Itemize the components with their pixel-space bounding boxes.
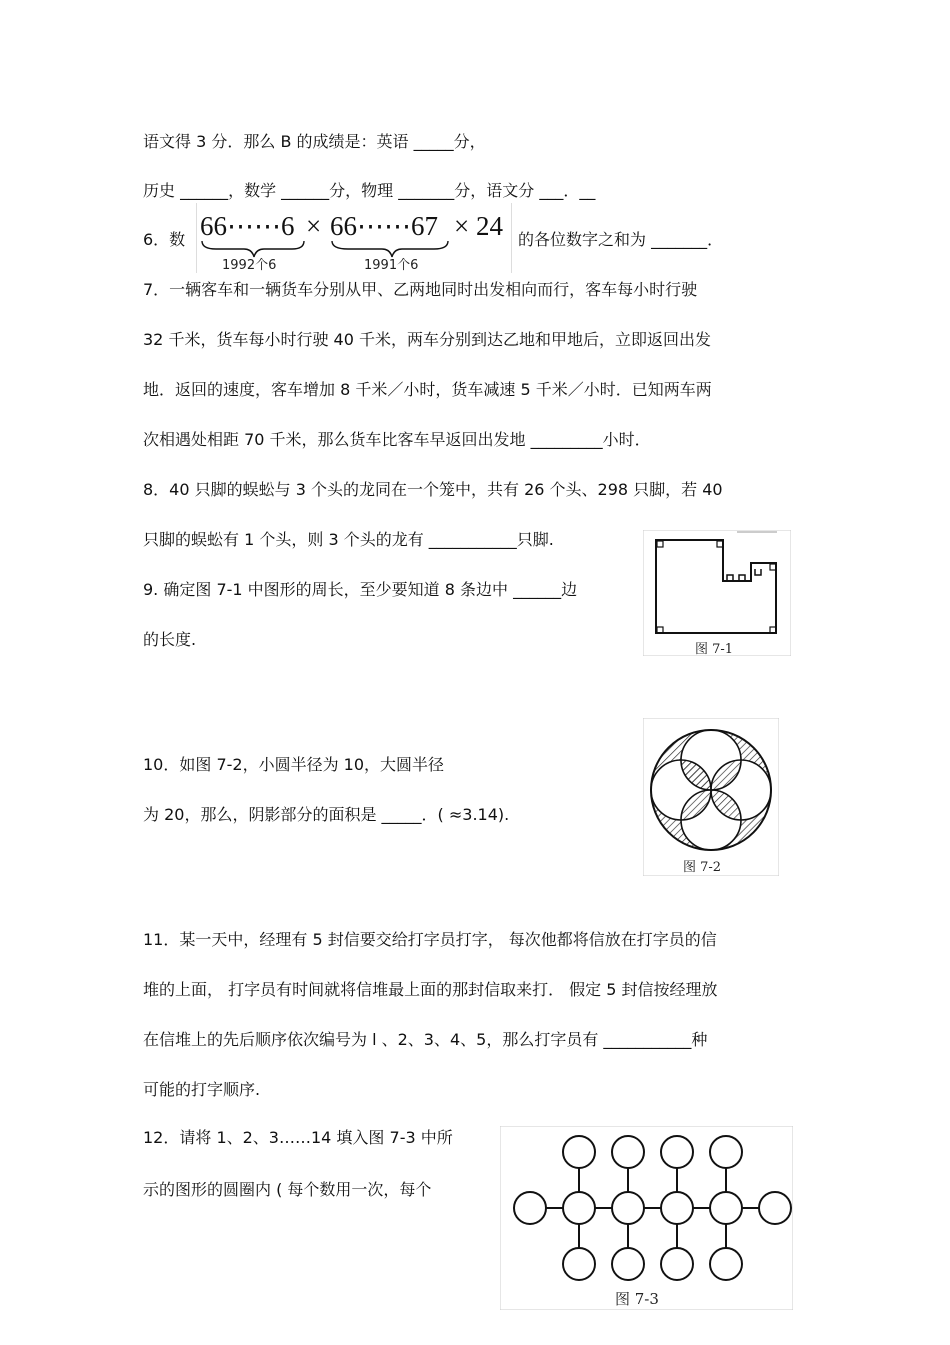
problem-6-label: 6．数 [143, 230, 186, 249]
text-line-18: 12．请将 1、2、3……14 填入图 7-3 中所 [143, 1128, 453, 1147]
right-brace [332, 241, 448, 257]
text-line-10: 9. 确定图 7-1 中图形的周长，至少要知道 8 条边中 ______边 [143, 580, 578, 599]
text-line-4: 7．一辆客车和一辆货车分别从甲、乙两地同时出发相向而行，客车每小时行驶 [143, 280, 698, 299]
text-line-7: 次相遇处相距 70 千米，那么货车比客车早返回出发地 _________小时． [143, 430, 651, 449]
left-count-label: 1992个6 [222, 258, 277, 273]
figure-7-1-caption: 图 7-1 [695, 642, 734, 657]
formula-times-1: × [306, 211, 322, 241]
text-line-16: 在信堆上的先后顺序依次编号为 l 、2、3、4、5，那么打字员有 ___________种 [143, 1030, 708, 1049]
figure-7-2-caption: 图 7-2 [683, 860, 722, 875]
figure-7-2-circles [643, 718, 779, 876]
figure-7-1 [643, 530, 791, 656]
text-line-14: 11．某一天中，经理有 5 封信要交给打字员打字， 每次他都将信放在打字员的信 [143, 930, 717, 949]
formula-factor: 24 [476, 211, 503, 241]
text-line-8: 8．40 只脚的蜈蚣与 3 个头的龙同在一个笼中，共有 26 个头、298 只脚，若 40 [143, 480, 723, 499]
text-line-15: 堆的上面， 打字员有时间就将信堆最上面的那封信取来打． 假定 5 封信按经理放 [143, 980, 718, 999]
text-line-12: 10．如图 7-2，小圆半径为 10，大圆半径 [143, 755, 445, 774]
text-line-2: 历史 ______，数学 ______分，物理 _______分，语文分 ___．__ [143, 181, 596, 200]
formula-times-2: × [454, 211, 470, 241]
text-line-13: 为 20，那么，阴影部分的面积是 _____．( ≈3.14). [143, 805, 510, 824]
figure-7-3-circle-graph [500, 1126, 793, 1310]
text-line-9: 只脚的蜈蚣有 1 个头，则 3 个头的龙有 ___________只脚. [143, 530, 554, 549]
problem-6-tail: 的各位数字之和为 _______． [518, 230, 724, 249]
text-line-11: 的长度. [143, 630, 197, 649]
text-line-5: 32 千米，货车每小时行驶 40 千米，两车分别到达乙地和甲地后，立即返回出发 [143, 330, 711, 349]
figure-7-3 [500, 1126, 793, 1310]
problem-6-formula [196, 203, 512, 273]
left-brace [202, 241, 304, 257]
right-count-label: 1991个6 [364, 258, 419, 273]
text-line-6: 地．返回的速度，客车增加 8 千米／小时，货车减速 5 千米／小时．已知两车两 [143, 380, 712, 399]
formula-right-number: 66⋯⋯67 [330, 211, 438, 241]
formula-left-number: 66⋯⋯6 [200, 211, 295, 241]
figure-7-3-caption: 图 7-3 [615, 1290, 659, 1308]
text-line-1: 语文得 3 分．那么 B 的成绩是：英语 _____分， [143, 132, 486, 151]
figure-7-2 [643, 718, 779, 876]
text-line-19: 示的图形的圆圈内 ( 每个数用一次，每个 [143, 1180, 432, 1199]
text-line-17: 可能的打字顺序. [143, 1080, 261, 1099]
